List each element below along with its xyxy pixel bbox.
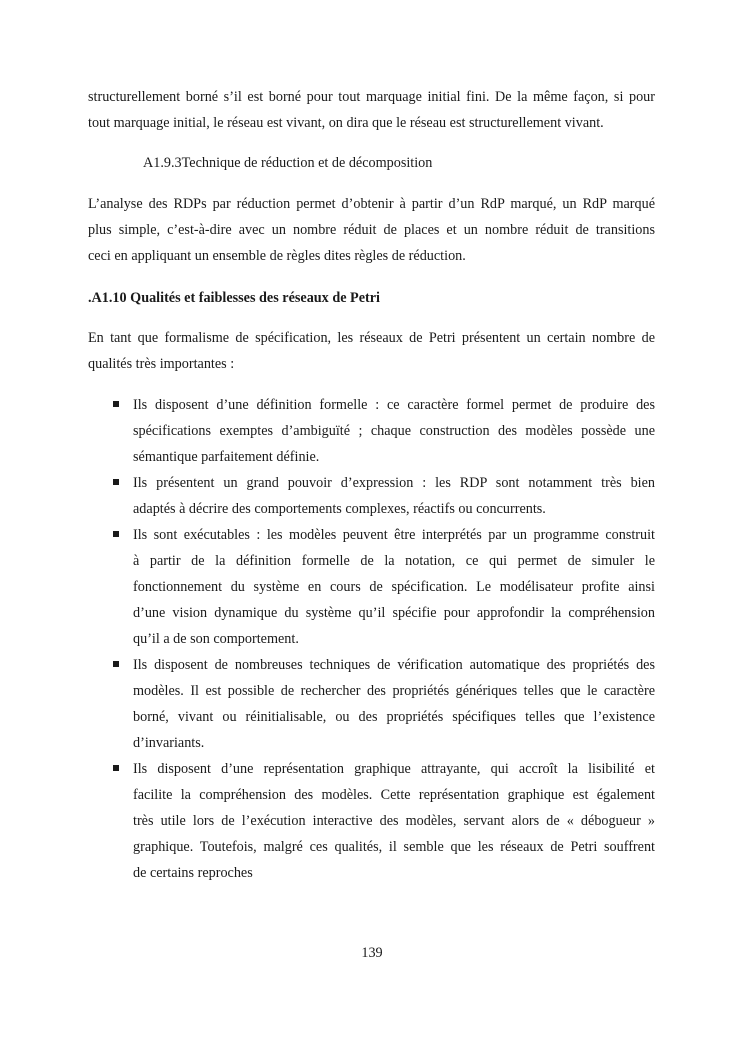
square-bullet-icon: [113, 479, 119, 485]
text-line: d’invariants.: [133, 735, 205, 751]
text-line: à partir de la définition formelle de la notation, ce qui permet de simuler le: [133, 553, 655, 569]
text-line: spécifications exemptes d’ambiguïté ; chaque construction des modèles possède une: [133, 423, 655, 439]
list-item-text: [133, 522, 655, 652]
text-line: modèles. Il est possible de rechercher des propriétés génériques telles que le caractère: [133, 683, 655, 699]
text-line: En tant que formalisme de spécification, les réseaux de Petri présentent un certain nombre de: [88, 330, 655, 346]
text-line: tout marquage initial, le réseau est vivant, on dira que le réseau est structurellement vivant.: [88, 115, 604, 131]
text-line: borné, vivant ou réinitialisable, ou des propriétés spécifiques telles que l’existence: [133, 709, 655, 725]
section-heading: .A1.10 Qualités et faiblesses des réseaux de Petri: [88, 290, 380, 306]
paragraph-qualities-intro: [88, 325, 655, 377]
text-line: Ils disposent de nombreuses techniques de vérification automatique des propriétés des: [133, 657, 655, 673]
list-item: [0, 756, 744, 886]
text-line: Ils sont exécutables : les modèles peuvent être interprétés par un programme construit: [133, 527, 655, 543]
text-line: qualités très importantes :: [88, 356, 235, 372]
text-line: qu’il a de son comportement.: [133, 631, 299, 647]
paragraph-structural-properties: [88, 84, 655, 136]
square-bullet-icon: [113, 661, 119, 667]
text-line: facilite la compréhension des modèles. Cette représentation graphique est également: [133, 787, 655, 803]
text-line: structurellement borné s’il est borné pour tout marquage initial fini. De la même façon, si pour: [88, 89, 655, 105]
square-bullet-icon: [113, 401, 119, 407]
list-item: [0, 522, 744, 652]
text-line: Ils présentent un grand pouvoir d’expression : les RDP sont notamment très bien: [133, 475, 655, 491]
list-item: [0, 470, 744, 522]
subsection-title: A1.9.3Technique de réduction et de décomposition: [143, 155, 433, 171]
list-item-text: [133, 652, 655, 756]
text-line: de certains reproches: [133, 865, 253, 881]
page-number: 139: [361, 945, 383, 961]
text-line: L’analyse des RDPs par réduction permet d’obtenir à partir d’un RdP marqué, un RdP marqué: [88, 196, 655, 212]
text-line: très utile lors de l’exécution interactive des modèles, servant alors de « débogueur »: [133, 813, 655, 829]
qualities-bullet-list: [0, 392, 744, 886]
list-item: [0, 652, 744, 756]
text-line: sémantique parfaitement définie.: [133, 449, 320, 465]
square-bullet-icon: [113, 765, 119, 771]
list-item-text: [133, 392, 655, 470]
list-item-text: [133, 756, 655, 886]
text-line: adaptés à décrire des comportements complexes, réactifs ou concurrents.: [133, 501, 546, 517]
text-line: ceci en appliquant un ensemble de règles dites règles de réduction.: [88, 248, 466, 264]
text-line: d’une vision dynamique du système qu’il spécifie pour approfondir la compréhension: [133, 605, 655, 621]
list-item-text: [133, 470, 655, 522]
text-line: Ils disposent d’une représentation graphique attrayante, qui accroît la lisibilité et: [133, 761, 655, 777]
text-line: Ils disposent d’une définition formelle : ce caractère formel permet de produire des: [133, 397, 655, 413]
paragraph-reduction-analysis: [88, 191, 655, 269]
list-item: [0, 392, 744, 470]
square-bullet-icon: [113, 531, 119, 537]
text-line: fonctionnement du système en cours de spécification. Le modélisateur profite ainsi: [133, 579, 655, 595]
text-line: plus simple, c’est-à-dire avec un nombre réduit de places et un nombre réduit de transitions: [88, 222, 655, 238]
text-line: graphique. Toutefois, malgré ces qualités, il semble que les réseaux de Petri souffrent: [133, 839, 655, 855]
